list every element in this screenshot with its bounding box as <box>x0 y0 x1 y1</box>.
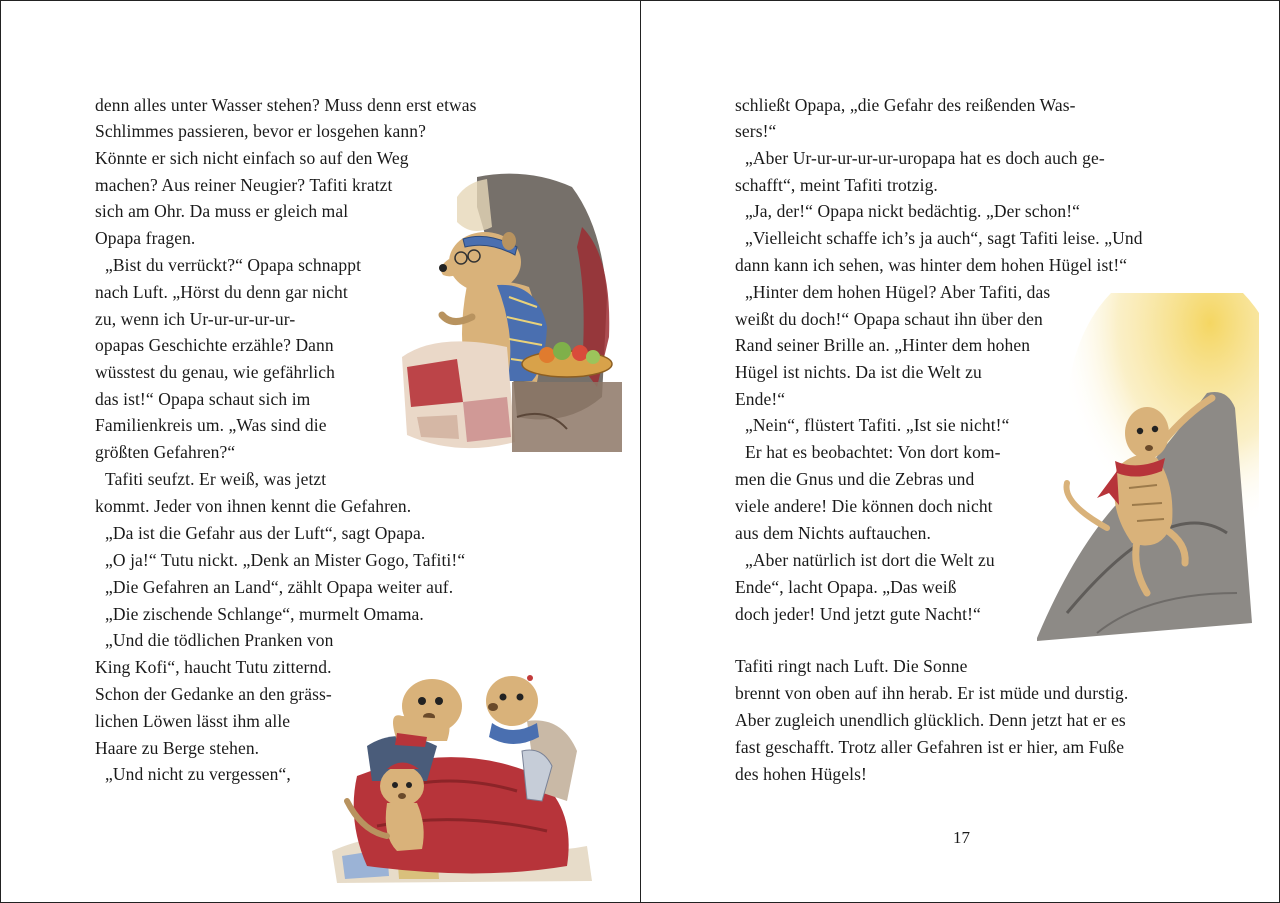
text-line: kommt. Jeder von ihnen kennt die Gefahren. <box>95 496 412 516</box>
text-line: Opapa fragen. <box>95 228 196 248</box>
text-line: „Bist du verrückt?“ Opapa schnappt <box>105 255 362 275</box>
text-line: Hügel ist nichts. Da ist die Welt zu <box>735 362 982 382</box>
text-line: Ende“, lacht Opapa. „Das weiß <box>735 577 957 597</box>
text-line: wüsstest du genau, wie gefährlich <box>95 362 335 382</box>
text-line: men die Gnus und die Zebras und <box>735 469 975 489</box>
text-line: des hohen Hügels! <box>735 764 867 784</box>
text-line: Er hat es beobachtet: Von dort kom- <box>745 442 1001 462</box>
page-number: 17 <box>953 828 970 847</box>
text-line: Könnte er sich nicht einfach so auf den Weg <box>95 148 409 168</box>
text-line: „Da ist die Gefahr aus der Luft“, sagt Opapa. <box>105 523 426 543</box>
text-line: „Die zischende Schlange“, murmelt Omama. <box>105 604 424 624</box>
text-line: Schlimmes passieren, bevor er losgehen kann? <box>95 121 426 141</box>
text-line: „Aber Ur-ur-ur-ur-ur-uropapa hat es doch auch ge- <box>745 148 1105 168</box>
text-line: „Und die tödlichen Pranken von <box>105 630 334 650</box>
right-page <box>641 1 1279 902</box>
text-line: doch jeder! Und jetzt gute Nacht!“ <box>735 604 981 624</box>
text-line: brennt von oben auf ihn herab. Er ist müde und durstig. <box>735 683 1129 703</box>
text-line: Tafiti ringt nach Luft. Die Sonne <box>735 656 968 676</box>
text-line: viele andere! Die können doch nicht <box>735 496 993 516</box>
text-line: zu, wenn ich Ur-ur-ur-ur-ur- <box>95 309 296 329</box>
text-line: schließt Opapa, „die Gefahr des reißenden Was- <box>735 95 1076 115</box>
meerkat-family-illustration <box>327 651 617 886</box>
text-line: sich am Ohr. Da muss er gleich mal <box>95 201 349 221</box>
text-line: lichen Löwen lässt ihm alle <box>95 711 291 731</box>
text-line: Ende!“ <box>735 389 786 409</box>
text-line: King Kofi“, haucht Tutu zitternd. <box>95 657 332 677</box>
tafiti-climbing-illustration <box>1037 293 1259 643</box>
text-line: „Vielleicht schaffe ich’s ja auch“, sagt Tafiti leise. „Und <box>745 228 1143 248</box>
text-line: opapas Geschichte erzähle? Dann <box>95 335 334 355</box>
text-line: Tafiti seufzt. Er weiß, was jetzt <box>105 469 327 489</box>
text-line: aus dem Nichts auftauchen. <box>735 523 932 543</box>
text-line: machen? Aus reiner Neugier? Tafiti kratzt <box>95 175 393 195</box>
text-line: Familienkreis um. „Was sind die <box>95 415 327 435</box>
text-line: „O ja!“ Tutu nickt. „Denk an Mister Gogo, Tafiti!“ <box>105 550 466 570</box>
text-line: Schon der Gedanke an den gräss- <box>95 684 332 704</box>
text-line: „Nein“, flüstert Tafiti. „Ist sie nicht!“ <box>745 415 1010 435</box>
text-line: das ist!“ Opapa schaut sich im <box>95 389 311 409</box>
text-line: „Aber natürlich ist dort die Welt zu <box>745 550 995 570</box>
text-line: fast geschafft. Trotz aller Gefahren ist er hier, am Fuße <box>735 737 1125 757</box>
opapa-meerkat-illustration <box>397 167 627 457</box>
text-line: Haare zu Berge stehen. <box>95 738 260 758</box>
text-line: „Hinter dem hohen Hügel? Aber Tafiti, das <box>745 282 1051 302</box>
text-line: „Und nicht zu vergessen“, <box>105 764 291 784</box>
text-line: nach Luft. „Hörst du denn gar nicht <box>95 282 348 302</box>
text-line: „Die Gefahren an Land“, zählt Opapa weiter auf. <box>105 577 454 597</box>
text-line: dann kann ich sehen, was hinter dem hohen Hügel ist!“ <box>735 255 1128 275</box>
text-line: Rand seiner Brille an. „Hinter dem hohen <box>735 335 1031 355</box>
text-line: „Ja, der!“ Opapa nickt bedächtig. „Der schon!“ <box>745 201 1080 221</box>
left-page <box>1 1 640 902</box>
text-line: sers!“ <box>735 121 777 141</box>
text-line: weißt du doch!“ Opapa schaut ihn über den <box>735 309 1043 329</box>
text-line: schafft“, meint Tafiti trotzig. <box>735 175 938 195</box>
text-line: größten Gefahren?“ <box>95 442 236 462</box>
text-line: Aber zugleich unendlich glücklich. Denn jetzt hat er es <box>735 710 1126 730</box>
text-line: denn alles unter Wasser stehen? Muss denn erst etwas <box>95 95 477 115</box>
